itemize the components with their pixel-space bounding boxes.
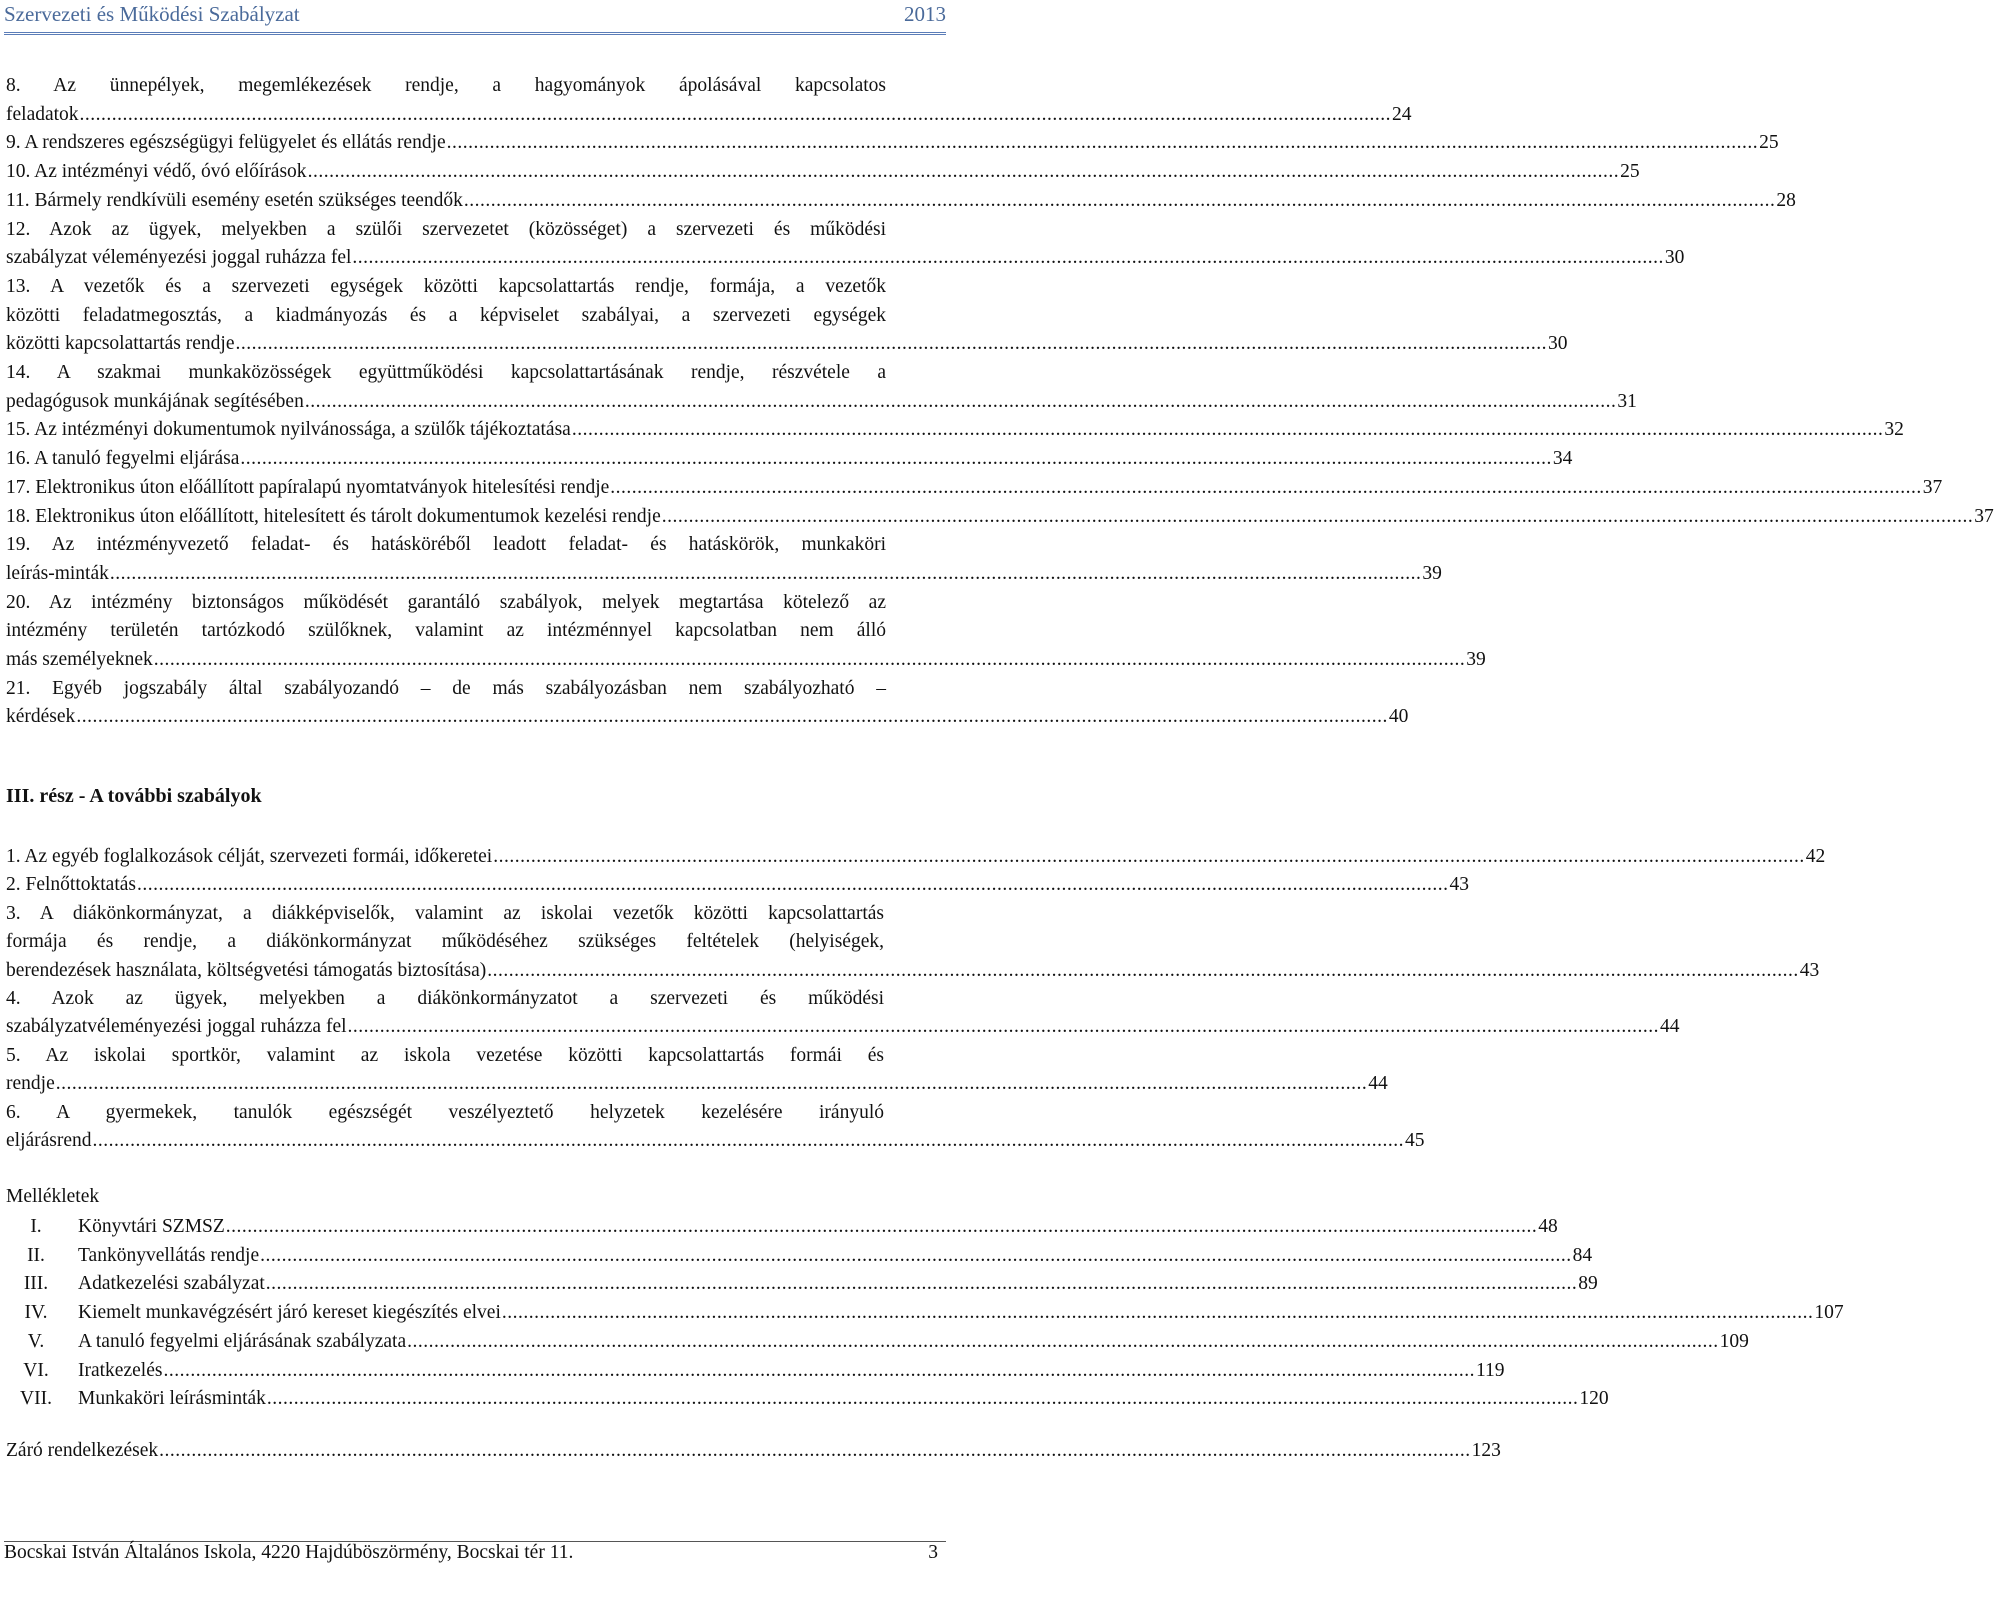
toc-page-number: 45 [1405, 1130, 1425, 1152]
annex-title: Kiemelt munkavégzésért járó kereset kiegészítés elvei [78, 1302, 501, 1324]
toc-leader-dots [80, 101, 1392, 130]
toc-page-number: 44 [1660, 1016, 1680, 1038]
toc-leader-dots [226, 1213, 1538, 1242]
toc-entry-line: 4. Azok az ügyek, melyekben a diákönkormányzatot a szervezeti és működési [6, 988, 884, 1010]
toc-entry-title: 11. Bármely rendkívüli esemény esetén szükséges teendők [6, 189, 463, 211]
toc-entry-line: 5. Az iskolai sportkör, valamint az iskola vezetése közötti kapcsolattartás formái és [6, 1044, 884, 1066]
toc-entry[interactable] [6, 1042, 1388, 1099]
toc-page-number: 40 [1388, 706, 1409, 728]
toc-leader-dots [110, 560, 1422, 589]
toc-leader-dots [447, 129, 1759, 158]
toc-entry-title: szabályzat véleményezési joggal ruházza fel [6, 247, 352, 269]
toc-entry-title: 9. A rendszeres egészségügyi felügyelet és ellátás rendje [6, 132, 446, 154]
toc-leader-dots [662, 503, 1974, 532]
toc-entry-line: 3. A diákönkormányzat, a diákképviselők, valamint az iskolai vezetők közötti kapcsolattartás [6, 902, 884, 924]
toc-leader-dots [348, 1013, 1660, 1041]
page-header [4, 2, 946, 32]
toc-page-number: 123 [1471, 1440, 1501, 1461]
toc-entry[interactable] [6, 531, 1442, 588]
header-year: 2013 [904, 2, 946, 26]
toc-page-number: 32 [1884, 419, 1904, 441]
toc-leader-dots [159, 1440, 1471, 1462]
toc-leader-dots [76, 703, 1388, 732]
toc-entry-line: 21. Egyéb jogszabály által szabályozandó – de más szabályozásban nem szabályozható – [6, 677, 886, 699]
toc-leader-dots [266, 1270, 1578, 1299]
annex-number: VII. [20, 1388, 52, 1410]
toc-entry-title: közötti kapcsolattartás rendje [6, 333, 235, 355]
toc-entry-title: 10. Az intézményi védő, óvó előírások [6, 161, 307, 183]
toc-entry-title: feladatok [6, 103, 79, 125]
toc-page-number: 28 [1776, 189, 1796, 211]
toc-page-number: 25 [1759, 132, 1779, 154]
toc-entry[interactable] [6, 503, 1994, 532]
toc-page-number: 30 [1548, 333, 1568, 355]
toc-page-number: 43 [1449, 874, 1469, 896]
toc-leader-dots [93, 1127, 1405, 1155]
annex-item[interactable] [0, 1213, 1558, 1242]
toc-entry[interactable] [6, 158, 1640, 187]
annex-title: Adatkezelési szabályzat [78, 1273, 265, 1295]
toc-leader-dots [610, 474, 1922, 503]
toc-page-number: 30 [1664, 247, 1685, 269]
toc-page-number: 24 [1392, 103, 1412, 125]
annex-heading: Mellékletek [6, 1186, 100, 1207]
annex-title: Könyvtári SZMSZ [78, 1216, 225, 1237]
annex-list [0, 1213, 1844, 1414]
toc-page-number: 34 [1552, 448, 1573, 470]
toc-leader-dots [154, 646, 1466, 675]
annex-item[interactable] [0, 1328, 1749, 1357]
footer-school: Bocskai István Általános Iskola, 4220 Hajdúböszörmény, Bocskai tér 11. [4, 1542, 574, 1563]
toc-entry-line: 8. Az ünnepélyek, megemlékezések rendje, a hagyományok ápolásával kapcsolatos [6, 75, 886, 96]
annex-page-number: 48 [1538, 1216, 1558, 1237]
toc-entry-title: kérdések [6, 706, 76, 728]
toc-leader-dots [240, 445, 1552, 474]
toc-entry[interactable] [6, 187, 1796, 216]
toc-entry-title: más személyeknek [6, 649, 153, 671]
toc-entry[interactable] [6, 985, 1680, 1042]
toc-entry-title: rendje [6, 1073, 55, 1095]
toc-entry-line: közötti feladatmegosztás, a kiadmányozás és a képviselet szabályai, a szervezeti egységek [6, 304, 886, 326]
annex-number: IV. [24, 1302, 48, 1324]
section-3-title: III. rész - A további szabályok [6, 785, 262, 807]
toc-leader-dots [305, 388, 1617, 417]
annex-page-number: 84 [1572, 1244, 1593, 1266]
annex-number: I. [30, 1216, 42, 1237]
toc-page-number: 37 [1974, 505, 1994, 527]
toc-leader-dots [352, 244, 1664, 273]
header-title: Szervezeti és Működési Szabályzat [4, 2, 300, 26]
toc-entry[interactable] [6, 416, 1904, 445]
toc-leader-dots [493, 843, 1805, 871]
toc-leader-dots [163, 1357, 1475, 1386]
toc-leader-dots [236, 330, 1548, 359]
toc-page-number: 39 [1422, 562, 1442, 584]
toc-entry[interactable] [6, 474, 1943, 503]
toc-entry[interactable] [6, 675, 1409, 732]
annex-page-number: 109 [1719, 1330, 1749, 1352]
toc-leader-dots [56, 1070, 1368, 1098]
toc-entry-title: eljárásrend [6, 1130, 92, 1152]
toc-entry-title: 17. Elektronikus úton előállított papíralapú nyomtatványok hitelesítési rendje [6, 476, 610, 498]
annex-item[interactable] [0, 1270, 1598, 1299]
annex-page-number: 120 [1579, 1388, 1609, 1410]
annex-title: Munkaköri leírásminták [78, 1388, 266, 1410]
toc-entry-title: 18. Elektronikus úton előállított, hitelesített és tárolt dokumentumok kezelési rendje [6, 505, 661, 527]
annex-title: Tankönyvellátás rendje [78, 1244, 260, 1266]
toc-leader-dots [308, 158, 1620, 187]
toc-page-number: 25 [1620, 161, 1640, 183]
annex-page-number: 119 [1475, 1359, 1505, 1381]
toc-entry[interactable] [6, 129, 1779, 158]
annex-item[interactable] [0, 1299, 1844, 1328]
toc-entry-title: 1. Az egyéb foglalkozások célját, szervezeti formái, időkeretei [6, 846, 493, 867]
annex-page-number: 107 [1814, 1302, 1844, 1324]
toc-entry[interactable] [6, 273, 1568, 359]
annex-number: II. [27, 1244, 45, 1266]
toc-entry[interactable] [6, 871, 1469, 899]
annex-item[interactable] [0, 1242, 1593, 1271]
toc-entry[interactable] [6, 72, 1412, 129]
toc-leader-dots [572, 416, 1884, 445]
toc-entry-line: 13. A vezetők és a szervezeti egységek közötti kapcsolattartás rendje, formája, a vezetők [6, 275, 886, 297]
toc-entry-line: 12. Azok az ügyek, melyekben a szülői szervezetet (közösséget) a szervezeti és működési [6, 218, 886, 240]
annex-item[interactable] [0, 1385, 1609, 1414]
page-footer [4, 1542, 938, 1564]
toc-entry[interactable] [6, 1099, 1425, 1156]
toc-entry[interactable] [6, 359, 1637, 416]
annex-item[interactable] [0, 1357, 1505, 1386]
toc-entry-line: 20. Az intézmény biztonságos működését garantáló szabályok, melyek megtartása kötelező az [6, 591, 886, 613]
toc-leader-dots [487, 957, 1799, 985]
toc-page-number: 44 [1368, 1073, 1388, 1095]
toc-leader-dots [502, 1299, 1814, 1328]
toc-page-number: 42 [1805, 846, 1826, 867]
toc-entry[interactable] [6, 900, 1820, 985]
toc-entry-title: szabályzatvéleményezési joggal ruházza fel [6, 1016, 347, 1038]
toc-entry-title: 15. Az intézményi dokumentumok nyilvánossága, a szülők tájékoztatása [6, 419, 571, 441]
toc-leader-dots [260, 1242, 1572, 1271]
annex-title: A tanuló fegyelmi eljárásának szabályzata [78, 1330, 407, 1352]
toc-leader-dots [267, 1385, 1579, 1414]
toc-entry-title: pedagógusok munkájának segítésében [6, 390, 304, 412]
toc-entry[interactable] [6, 216, 1685, 273]
toc-entry-line: 6. A gyermekek, tanulók egészségét veszélyeztető helyzetek kezelésére irányuló [6, 1101, 884, 1123]
toc-entry-title: 2. Felnőttoktatás [6, 874, 136, 896]
toc-page-number: 37 [1922, 476, 1943, 498]
toc-page-number: 31 [1617, 390, 1637, 412]
header-divider [4, 32, 946, 35]
toc-leader-dots [137, 871, 1449, 899]
toc-final-entry[interactable] [6, 1440, 1501, 1462]
toc-part-2 [6, 72, 1994, 732]
toc-leader-dots [407, 1328, 1719, 1357]
toc-page-number: 43 [1799, 959, 1820, 981]
toc-entry[interactable] [6, 445, 1573, 474]
toc-entry-title: 16. A tanuló fegyelmi eljárása [6, 448, 240, 470]
toc-entry-title: berendezések használata, költségvetési támogatás biztosítása) [6, 959, 487, 981]
toc-entry-title: Záró rendelkezések [6, 1440, 159, 1461]
annex-number: VI. [23, 1359, 49, 1381]
annex-number: III. [23, 1273, 49, 1295]
annex-title: Iratkezelés [78, 1359, 163, 1381]
toc-entry-line: formája és rendje, a diákönkormányzat működéséhez szükséges feltételek (helyiségek, [6, 931, 884, 953]
toc-entry-title: leírás-minták [6, 562, 109, 584]
toc-entry-line: 19. Az intézményvezető feladat- és hatásköréből leadott feladat- és hatáskörök, munkaköri [6, 534, 886, 556]
toc-entry-line: 14. A szakmai munkaközösségek együttműködési kapcsolattartásának rendje, részvétele a [6, 362, 886, 384]
toc-leader-dots [464, 187, 1776, 216]
toc-entry[interactable] [6, 843, 1826, 871]
toc-entry-line: intézmény területén tartózkodó szülőknek, valamint az intézménnyel kapcsolatban nem álló [6, 620, 886, 642]
annex-number: V. [27, 1330, 45, 1352]
toc-entry[interactable] [6, 589, 1486, 675]
toc-part-3 [6, 843, 1826, 1155]
annex-page-number: 89 [1578, 1273, 1598, 1295]
toc-page-number: 39 [1466, 649, 1486, 671]
footer-page-number: 3 [928, 1542, 938, 1563]
